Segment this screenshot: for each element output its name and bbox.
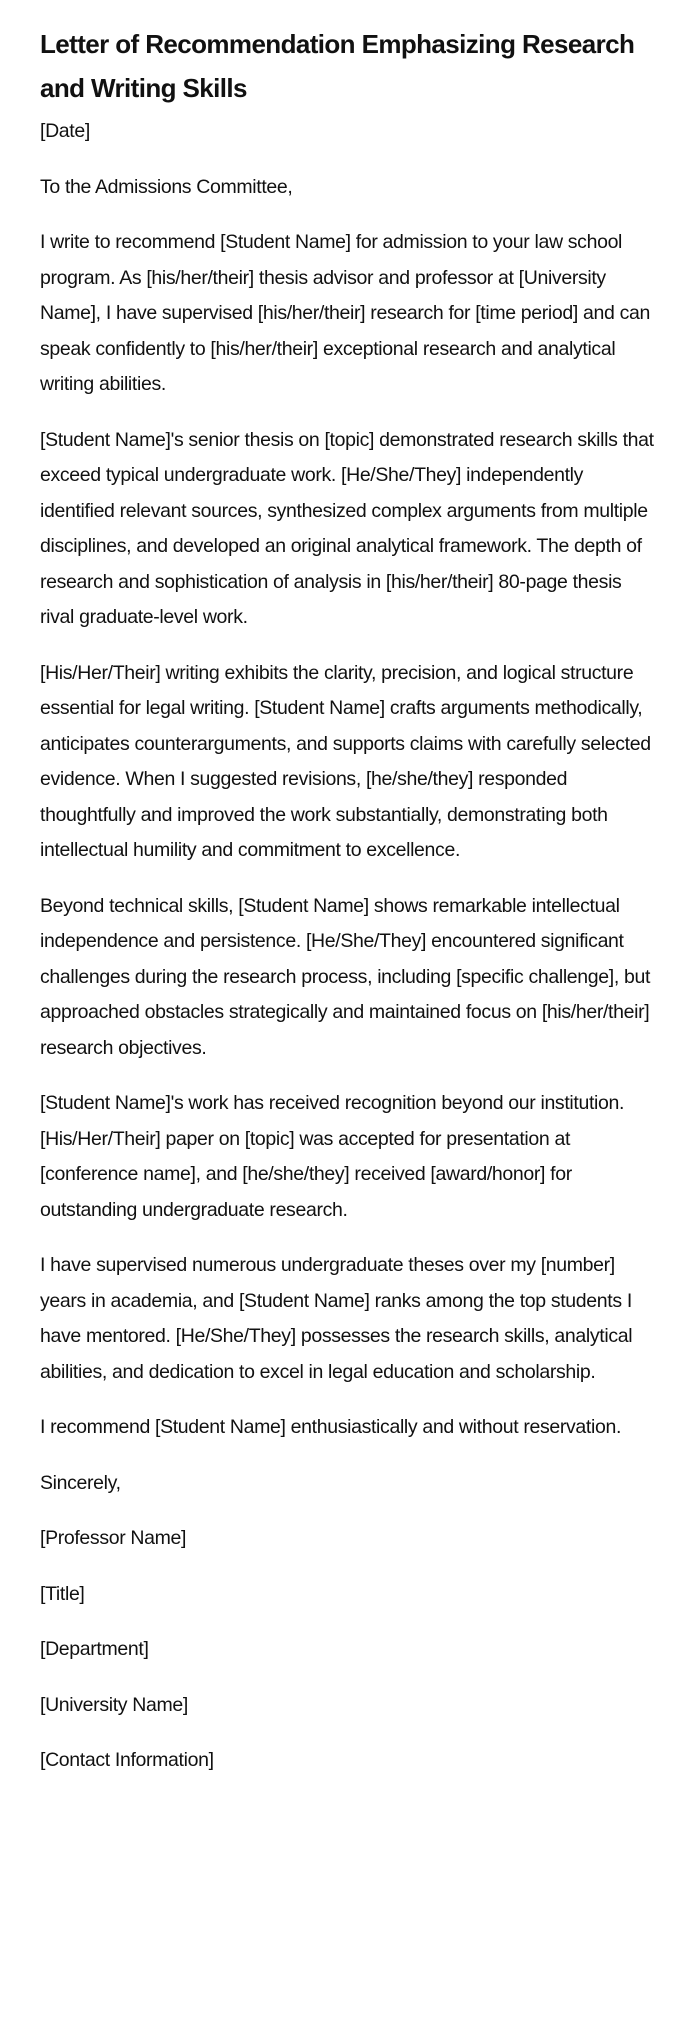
closing: Sincerely,	[40, 1471, 121, 1494]
salutation: To the Admissions Committee,	[40, 175, 293, 198]
body-paragraph-recommendation: I recommend [Student Name] enthusiastically and without reservation.	[40, 1416, 622, 1438]
signature-department: [Department]	[40, 1638, 149, 1660]
signature-contact: [Contact Information]	[40, 1749, 214, 1771]
signature-university: [University Name]	[40, 1693, 188, 1716]
letter-title: Letter of Recommendation Emphasizing Research and Writing Skills	[40, 29, 635, 103]
date-line: [Date]	[40, 120, 90, 142]
body-paragraph-recognition: [Student Name]'s work has received recognition beyond our institution. [His/Her/Their] paper on [topic] was accepted for presentation at [conference name], and [he/she/they] received [award/honor] for outstanding undergraduate research.	[40, 1092, 625, 1221]
body-paragraph-ranking: I have supervised numerous undergraduate theses over my [number] years in academia, and [Student Name] ranks among the top students I have mentored. [He/She/They] possesses the research skills, analytical abilities, and dedication to excel in legal education and scholarship.	[40, 1254, 633, 1383]
body-paragraph-independence: Beyond technical skills, [Student Name] shows remarkable intellectual independence and persistence. [He/She/They] encountered significant challenges during the research process, including [specific challenge], but approached obstacles strategically and maintained focus on [his/her/their] research objectives.	[40, 894, 651, 1059]
body-paragraph-writing: [His/Her/Their] writing exhibits the clarity, precision, and logical structure essential for legal writing. [Student Name] crafts arguments methodically, anticipates counterarguments, and supports claims with carefully selected evidence. When I suggested revisions, [he/she/they] responded thoughtfully and improved the work substantially, demonstrating both intellectual humility and commitment to excellence.	[40, 661, 651, 861]
body-paragraph-intro: I write to recommend [Student Name] for admission to your law school program. As [his/her/their] thesis advisor and professor at [University Name], I have supervised [his/her/their] research for [time period] and can speak confidently to [his/her/their] exceptional research and analytical writing abilities.	[40, 231, 650, 395]
body-paragraph-thesis: [Student Name]'s senior thesis on [topic] demonstrated research skills that exceed typical undergraduate work. [He/She/They] independently identified relevant sources, synthesized complex arguments from multiple disciplines, and developed an original analytical framework. The depth of research and sophistication of analysis in [his/her/their] 80-page thesis rival graduate-level work.	[40, 428, 654, 628]
signature-name: [Professor Name]	[40, 1527, 187, 1549]
signature-title: [Title]	[40, 1582, 85, 1605]
